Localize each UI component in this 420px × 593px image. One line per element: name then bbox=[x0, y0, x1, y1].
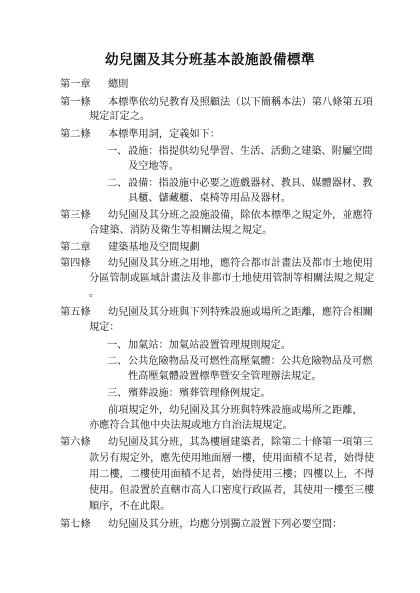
article-2-item-2-line-2: 具櫃、儲藏櫃、桌椅等用品及器材。 bbox=[128, 193, 291, 204]
article-2-item-2-line-1: 設備：指設施中必要之遊戲器材、教具、媒體器材、教 bbox=[128, 178, 373, 189]
chapter-1-label: 第一章 bbox=[60, 79, 91, 90]
article-2-item-1-line-1: 設施：指提供幼兒學習、生活、活動之建築、附屬空間 bbox=[128, 146, 373, 157]
article-6-label: 第六條 bbox=[60, 437, 91, 448]
article-6-line-5: 順序，不在此限。 bbox=[89, 501, 171, 512]
article-2-item-1-line-2: 及空地等。 bbox=[128, 161, 179, 172]
article-5-label: 第五條 bbox=[60, 307, 91, 318]
article-4-line-3: 。 bbox=[89, 288, 100, 299]
article-6-line-1: 幼兒園及其分班，其為樓層建築者，除第二十條第一項第三 bbox=[108, 437, 373, 448]
article-2-item-2-marker: 二、 bbox=[107, 178, 128, 189]
chapter-1-title: 總則 bbox=[108, 79, 129, 90]
article-4-label: 第四條 bbox=[60, 258, 91, 269]
article-4-line-1: 幼兒園及其分班之用地，應符合都市計畫法及都市土地使用 bbox=[108, 258, 373, 269]
article-5-item-3-line-1: 殯葬設施：殯葬管理條例規定。 bbox=[128, 388, 271, 399]
article-7-label: 第七條 bbox=[60, 519, 91, 530]
article-5-line-2: 規定： bbox=[89, 322, 120, 333]
chapter-2-title: 建築基地及空間規劃 bbox=[108, 242, 200, 253]
article-2-line-1: 本標準用詞，定義如下： bbox=[108, 129, 221, 140]
article-6-line-4: 使用。但設置於直轄市高人口密度行政區者，其使用一樓至三樓 bbox=[89, 485, 375, 496]
article-3-line-1: 幼兒園及其分班之設施設備，除依本標準之規定外，並應符 bbox=[108, 210, 373, 221]
article-4-line-2: 分區管制或區域計畫法及非都市土地使用管制等相關法規之規定 bbox=[89, 273, 375, 284]
article-5-item-1-line-1: 加氣站：加氣站設置管理規則規定。 bbox=[128, 340, 291, 351]
document-title: 幼兒園及其分班基本設施設備標準 bbox=[105, 52, 315, 68]
article-1-label: 第一條 bbox=[60, 97, 91, 108]
article-6-line-2: 款另有規定外，應先使用地面層一樓，使用面積不足者，始得使 bbox=[89, 453, 375, 464]
chapter-2-label: 第二章 bbox=[60, 242, 91, 253]
article-6-line-3: 用二樓，二樓使用面積不足者，始得使用三樓；四樓以上，不得 bbox=[89, 469, 375, 480]
article-1-line-1: 本標準依幼兒教育及照顧法（以下簡稱本法）第八條第五項 bbox=[108, 97, 373, 108]
article-5-item-3-marker: 三、 bbox=[107, 388, 128, 399]
article-5-item-1-marker: 一、 bbox=[107, 340, 128, 351]
article-5-item-2-line-1: 公共危險物品及可燃性高壓氣體：公共危險物品及可燃 bbox=[128, 356, 373, 367]
article-3-label: 第三條 bbox=[60, 210, 91, 221]
article-7-line-1: 幼兒園及其分班，均應分別獨立設置下列必要空間： bbox=[108, 519, 343, 530]
article-5-item-2-line-2: 性高壓氣體設置標準暨安全管理辦法規定。 bbox=[128, 371, 322, 382]
article-5-line-1: 幼兒園及其分班與下列特殊設施或場所之距離，應符合相關 bbox=[108, 307, 373, 318]
article-2-label: 第二條 bbox=[60, 129, 91, 140]
article-1-line-2: 規定訂定之。 bbox=[89, 111, 151, 122]
article-5-item-2-marker: 二、 bbox=[107, 356, 128, 367]
article-5-paragraph-line-1: 前項規定外，幼兒園及其分班與特殊設施或場所之距離， bbox=[108, 405, 363, 416]
article-5-paragraph-line-2: 亦應符合其他中央法規或地方自治法規規定。 bbox=[89, 420, 293, 431]
article-2-item-1-marker: 一、 bbox=[107, 146, 128, 157]
article-3-line-2: 合建築、消防及衛生等相關法規之規定。 bbox=[89, 225, 273, 236]
